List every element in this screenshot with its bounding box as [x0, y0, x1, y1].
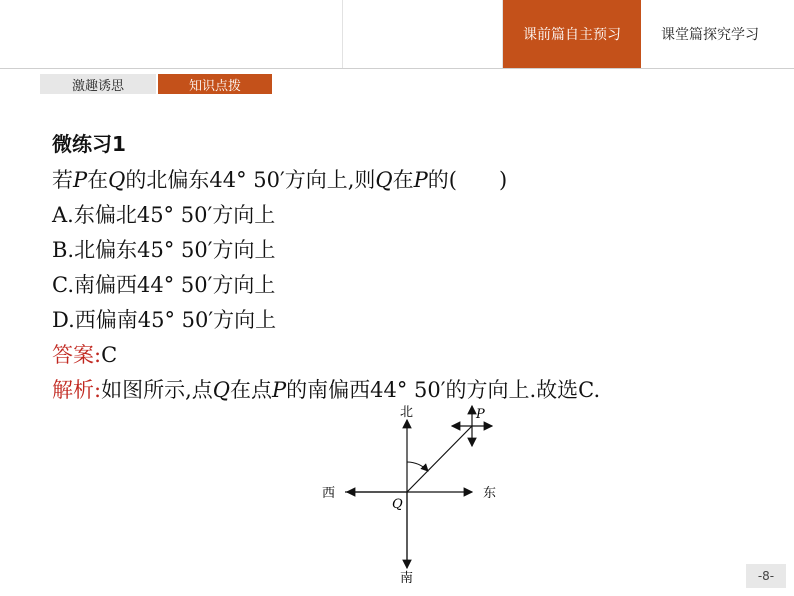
- option-a: A.东偏北45° 50′方向上: [52, 203, 276, 227]
- page-number: -8-: [746, 564, 786, 588]
- pq-line: [407, 426, 472, 492]
- tab-preview[interactable]: 课前篇自主预习: [503, 0, 641, 68]
- point-p-label: P: [476, 407, 485, 422]
- angle-arc: [407, 462, 428, 471]
- subtab-motivation[interactable]: 激趣诱思: [40, 74, 156, 94]
- question-text: 若P在Q的北偏东44° 50′方向上,则Q在P的( ): [52, 168, 508, 192]
- direction-diagram: [320, 400, 510, 585]
- exercise-heading: 微练习1: [52, 132, 126, 156]
- answer-label: 答案:: [52, 343, 102, 367]
- answer-value: C: [101, 343, 118, 367]
- analysis-label: 解析:: [52, 378, 102, 402]
- point-q-label: Q: [392, 497, 403, 512]
- north-label: 北: [400, 405, 414, 420]
- option-d: D.西偏南45° 50′方向上: [52, 308, 277, 332]
- analysis-line: 解析:如图所示,点Q在点P的南偏西44° 50′的方向上.故选C.: [52, 378, 601, 402]
- option-b: B.北偏东45° 50′方向上: [52, 238, 276, 262]
- tab-classroom[interactable]: 课堂篇探究学习: [641, 0, 779, 68]
- east-label: 东: [483, 486, 497, 501]
- option-c: C.南偏西44° 50′方向上: [52, 273, 276, 297]
- header-segment: [342, 0, 503, 68]
- subtab-knowledge[interactable]: 知识点拨: [158, 74, 272, 94]
- answer-line: [52, 339, 117, 369]
- west-label: 西: [322, 486, 336, 501]
- south-label: 南: [400, 571, 414, 585]
- header-segment: [0, 0, 343, 68]
